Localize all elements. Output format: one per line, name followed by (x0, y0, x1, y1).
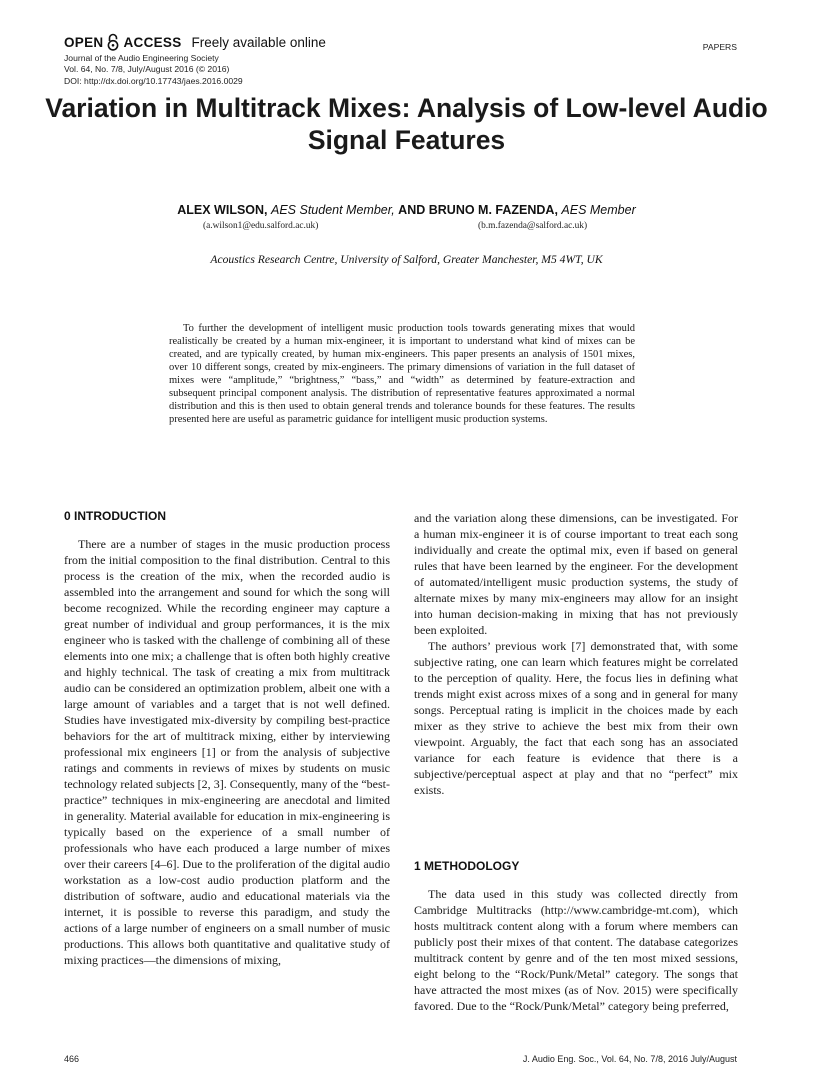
section-label: PAPERS (702, 42, 737, 52)
author-2-role: AES Member (561, 203, 636, 217)
methodology-body (414, 886, 738, 1014)
methodology-heading: 1 METHODOLOGY (414, 859, 520, 873)
journal-volume: Vol. 64, No. 7/8, July/August 2016 (© 2016) (64, 64, 230, 75)
author-conjunction: AND (398, 203, 426, 217)
abstract: To further the development of intelligent music production tools towards generating mixes that would realistically be created by a human mix-engineer, it is important to understand what kind of mixes can be created, and are typically created, by human mix-engineers. This paper presents an analysis of 1501 mixes, over 10 different songs, created by mix-engineers. The primary dimensions of variation in the full dataset of mixes were “amplitude,” “brightness,” “bass,” and “width” as determined by feature-extraction and subsequent principal component analysis. The distribution of representative features approximated a normal distribution and this is then used to obtain general trends and tolerance bounds for these features. The results presented here are useful as parametric guidance for intelligent music production systems. (169, 323, 635, 425)
footer-journal-ref: J. Audio Eng. Soc., Vol. 64, No. 7/8, 2016 July/August (522, 1054, 737, 1064)
page-number: 466 (64, 1054, 80, 1064)
introduction-heading: 0 INTRODUCTION (64, 509, 166, 523)
author-1-role: AES Student Member, (271, 203, 395, 217)
affiliation: Acoustics Research Centre, University of Salford, Greater Manchester, M5 4WT, UK (210, 253, 603, 266)
paper-title: Variation in Multitrack Mixes: Analysis of Low-level Audio Signal Features (45, 93, 768, 155)
author-line (40, 203, 773, 217)
author-1-email: (a.wilson1@edu.salford.ac.uk) (203, 221, 319, 231)
freely-available-label: Freely available online (191, 34, 326, 50)
method-paragraph: The data used in this study was collected directly from Cambridge Multitracks (http://www.cambridge-mt.com), which hosts multitrack content along with a forum where members can publicly post their mixes of that content. The database categorizes multitrack content by genre and of the ten most mixed sessions, eight belong to the “Rock/Punk/Metal” category. The songs that have attracted the most mixes (as of Nov. 2015) were specifically favored. Due to the “Rock/Punk/Metal” category being preferred, (414, 887, 738, 1013)
journal-name: Journal of the Audio Engineering Society (64, 53, 219, 63)
author-2-name: BRUNO M. FAZENDA, (428, 203, 558, 217)
introduction-body (64, 536, 390, 968)
open-lock-icon (106, 33, 120, 51)
open-label: OPEN (64, 34, 104, 50)
open-access-banner (64, 33, 326, 51)
access-label: ACCESS (123, 34, 182, 50)
journal-doi: DOI: http://dx.doi.org/10.17743/jaes.2016.0029 (64, 75, 243, 86)
journal-meta (64, 53, 243, 87)
right-paragraph-1: and the variation along these dimensions, can be investigated. For a human mix-engineer it is of course important to treat each song individually and create the optimal mix, even if based on general rules that have been learned by the engineer. For the development of automated/intelligent music production systems, the study of alternate mixes by many mix-engineers may allow for an insight into human decision-making in mixing that has not previously been exploited. (414, 511, 738, 637)
author-1-name: ALEX WILSON, (177, 203, 268, 217)
right-column-body (414, 510, 738, 798)
author-2-email: (b.m.fazenda@salford.ac.uk) (478, 221, 588, 231)
intro-paragraph: There are a number of stages in the music production process from the initial composition to the final distribution. Central to this process is the creation of the mix, when the recorded audio is assembled into the arrangement and sound for which the song will become recognized. While the recording engineer may capture a great number of individual and group performances, it is the mix engineer who is tasked with the challenge of combining all of these elements into one mix; a challenge that is often both highly creative and highly technical. The task of creating a mix from multitrack audio can be considered an optimization problem, albeit one with a large amount of variables and a target that is not well defined. Studies have investigated mix-diversity by compiling best-practice behaviors for the art of multitrack mixing, either by interviewing professional mix engineers [1] or from the analysis of subjective ratings and comments in reviews of mixes by students on music technology related subjects [2, 3]. Consequently, many of the “best-practice” techniques in mix-engineering are anecdotal and limited in generality. Material available for education in mix-engineering is typically based on the experience of a small number of professionals who have each produced a large number of mixes over their careers [4–6]. Due to the proliferation of the digital audio workstation as a low-cost audio production platform and the distribution of software, audio and educational materials via the internet, it is possible to reverse this paradigm, and study the actions of a large number of engineers on a small number of music productions. This allows both quantitative and qualitative study of mixing practices—the dimensions of mixing, (64, 537, 390, 967)
right-paragraph-2: The authors’ previous work [7] demonstrated that, with some subjective rating, one can learn which features might be correlated to the perception of quality. Here, the focus lies in defining what trends might exist across mixes of a song and in general for many songs. Perceptual rating is implicit in the choices made by each mixer as they strive to achieve the best mix from their own viewpoint. Arguably, the fact that each song has an associated variance for each feature is evidence that there is a subjective/perceptual aspect at play and that no “perfect” mix exists. (414, 639, 738, 797)
